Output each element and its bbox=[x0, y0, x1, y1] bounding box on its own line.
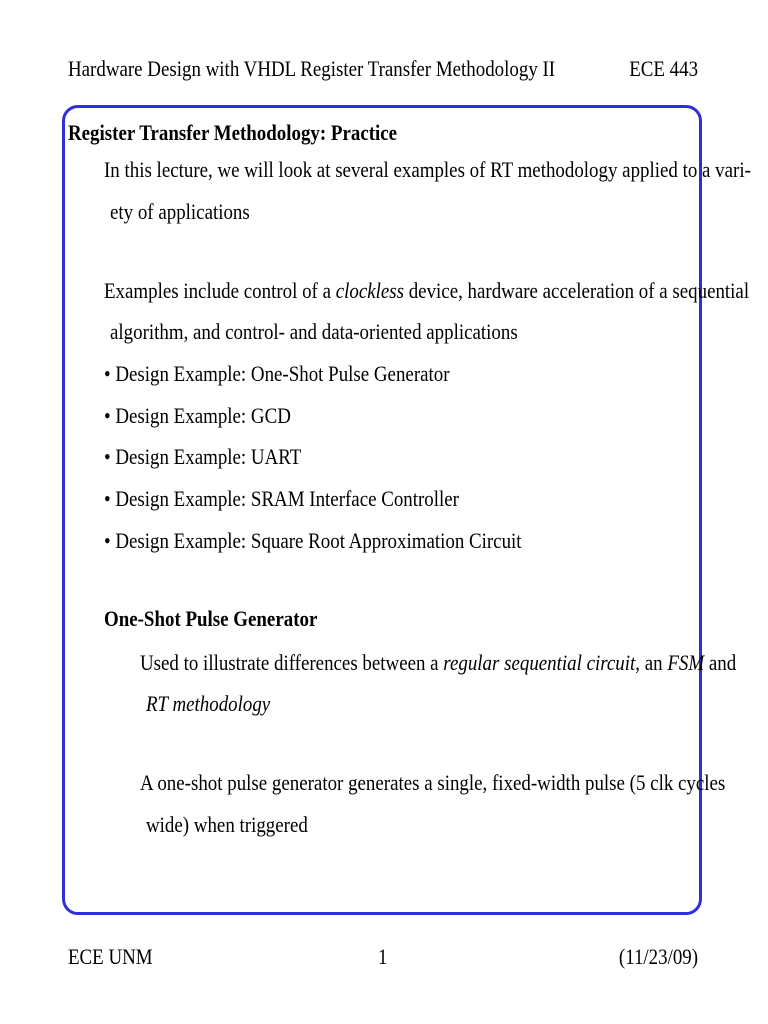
footer-date: (11/23/09) bbox=[618, 944, 698, 969]
page-number: 1 bbox=[378, 944, 388, 969]
bullet-item: • Design Example: One-Shot Pulse Generator bbox=[104, 361, 450, 386]
bullet-item: • Design Example: SRAM Interface Controller bbox=[104, 486, 459, 511]
pulse-paragraph-2-line-1: A one-shot pulse generator generates a single, fixed-width pulse (5 clk cycles bbox=[140, 770, 726, 795]
footer-institution: ECE UNM bbox=[68, 944, 153, 969]
header-title: Hardware Design with VHDL Register Transfer Methodology II bbox=[68, 56, 556, 81]
intro-line-1: In this lecture, we will look at several examples of RT methodology applied to a vari- bbox=[104, 157, 751, 182]
bullet-item: • Design Example: UART bbox=[104, 444, 302, 469]
section-heading: Register Transfer Methodology: Practice bbox=[68, 120, 398, 145]
intro-line-2: ety of applications bbox=[110, 199, 250, 224]
examples-line-2: algorithm, and control- and data-oriented applications bbox=[110, 319, 518, 344]
emphasis-clockless: clockless bbox=[335, 278, 404, 303]
bullet-item: • Design Example: GCD bbox=[104, 403, 291, 428]
examples-line-1: Examples include control of a clockless device, hardware acceleration of a sequential bbox=[104, 278, 750, 303]
bullet-item: • Design Example: Square Root Approximation Circuit bbox=[104, 528, 522, 553]
pulse-paragraph-1-line-1: Used to illustrate differences between a regular sequential circuit, an FSM and bbox=[140, 650, 737, 675]
pulse-paragraph-1-line-2: RT methodology bbox=[146, 691, 271, 716]
header-course: ECE 443 bbox=[629, 56, 698, 81]
subsection-heading: One-Shot Pulse Generator bbox=[104, 606, 318, 631]
pulse-paragraph-2-line-2: wide) when triggered bbox=[146, 812, 308, 837]
